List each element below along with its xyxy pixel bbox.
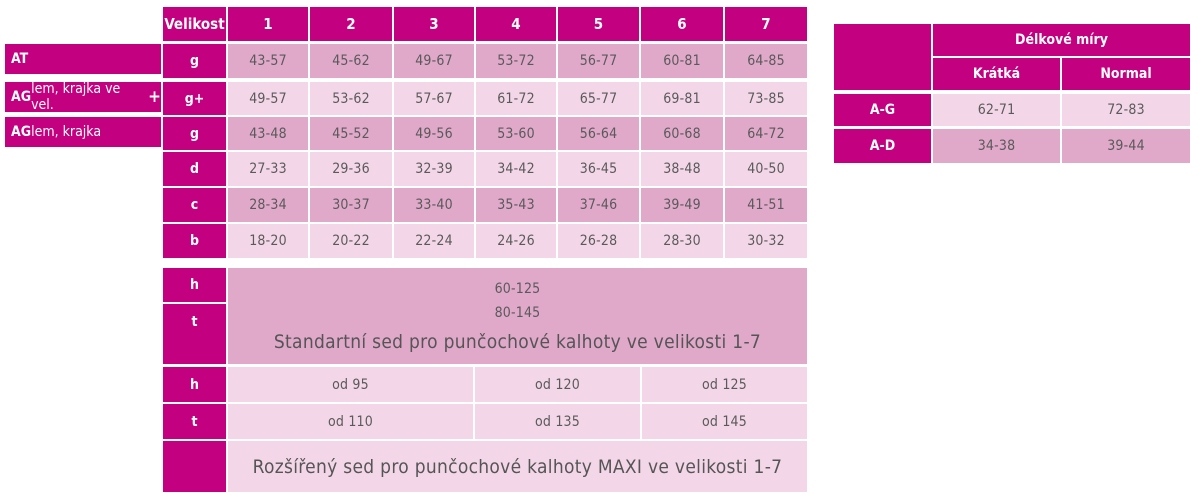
size-cell: 38-48 (641, 152, 723, 186)
maxi-t-value-1: od 110 (228, 404, 473, 439)
length-col-normal: Normal (1062, 58, 1190, 90)
size-cell: 30-37 (310, 188, 392, 222)
side-label-ag2-text: lem, krajka (31, 124, 102, 140)
size-cell: 29-36 (310, 152, 392, 186)
size-cell: 49-56 (394, 117, 474, 150)
side-label-at (5, 44, 161, 74)
size-cell: 22-24 (394, 224, 474, 258)
standard-panel (228, 268, 807, 364)
size-cell: 39-49 (641, 188, 723, 222)
size-cell: 37-46 (558, 188, 639, 222)
standard-code-t: t (163, 304, 226, 364)
length-row-label-ad: A-D (834, 129, 931, 163)
length-ag-kratka: 62-71 (933, 94, 1060, 126)
size-cell: 60-81 (641, 44, 723, 78)
size-cell: 73-85 (725, 82, 807, 115)
side-label-ag2-bold: AG (11, 124, 32, 140)
size-cell: 33-40 (394, 188, 474, 222)
header-size-6: 6 (641, 7, 723, 41)
length-ag-normal: 72-83 (1062, 94, 1190, 126)
size-cell: 49-67 (394, 44, 474, 78)
row-code: d (163, 152, 226, 186)
standard-caption: Standartní sed pro punčochové kalhoty ve velikosti 1-7 (273, 331, 762, 353)
side-label-ag-bold: AG (11, 89, 32, 105)
size-cell: 27-33 (228, 152, 308, 186)
side-label-ag-text: lem, krajka ve vel. (31, 81, 121, 113)
row-code: g (163, 44, 226, 78)
side-label-at-bold: AT (11, 51, 29, 67)
row-code: c (163, 188, 226, 222)
header-size-4: 4 (476, 7, 556, 41)
row-code: g (163, 117, 226, 150)
row-code: b (163, 224, 226, 258)
size-cell: 64-85 (725, 44, 807, 78)
size-cell: 61-72 (476, 82, 556, 115)
maxi-t-value-2: od 135 (475, 404, 640, 439)
length-col-kratka: Krátká (933, 58, 1060, 90)
maxi-caption: Rozšířený sed pro punčochové kalhoty MAXI ve velikosti 1-7 (228, 441, 807, 492)
size-cell: 53-60 (476, 117, 556, 150)
standard-code-h: h (163, 268, 226, 302)
size-cell: 30-32 (725, 224, 807, 258)
size-cell: 64-72 (725, 117, 807, 150)
length-ad-kratka: 34-38 (933, 129, 1060, 163)
row-code: g+ (163, 82, 226, 115)
size-cell: 43-48 (228, 117, 308, 150)
size-cell: 65-77 (558, 82, 639, 115)
size-cell: 57-67 (394, 82, 474, 115)
size-cell: 53-62 (310, 82, 392, 115)
size-cell: 34-42 (476, 152, 556, 186)
size-cell: 45-52 (310, 117, 392, 150)
standard-h-value: 60-125 (494, 281, 541, 297)
size-cell: 53-72 (476, 44, 556, 78)
length-ad-normal: 39-44 (1062, 129, 1190, 163)
standard-t-value: 80-145 (494, 305, 541, 321)
maxi-h-value-3: od 125 (642, 367, 807, 402)
size-cell: 28-34 (228, 188, 308, 222)
size-cell: 32-39 (394, 152, 474, 186)
maxi-code-t: t (163, 404, 226, 439)
size-cell: 36-45 (558, 152, 639, 186)
length-row-label-ag: A-G (834, 94, 931, 126)
size-cell: 69-81 (641, 82, 723, 115)
size-cell: 43-57 (228, 44, 308, 78)
size-cell: 24-26 (476, 224, 556, 258)
side-label-ag (5, 117, 161, 147)
size-cell: 56-77 (558, 44, 639, 78)
size-cell: 20-22 (310, 224, 392, 258)
maxi-caption-label-cell (163, 441, 226, 492)
side-label-ag-size (5, 82, 161, 112)
maxi-h-value-2: od 120 (475, 367, 640, 402)
size-cell: 60-68 (641, 117, 723, 150)
plus-icon: + (148, 87, 161, 107)
header-velikost: Velikost (163, 7, 226, 41)
header-size-5: 5 (558, 7, 639, 41)
size-cell: 56-64 (558, 117, 639, 150)
maxi-t-value-3: od 145 (642, 404, 807, 439)
size-cell: 45-62 (310, 44, 392, 78)
maxi-h-value-1: od 95 (228, 367, 473, 402)
size-cell: 18-20 (228, 224, 308, 258)
length-table-corner (834, 24, 931, 90)
size-cell: 41-51 (725, 188, 807, 222)
maxi-code-h: h (163, 367, 226, 402)
header-size-2: 2 (310, 7, 392, 41)
length-table-title: Délkové míry (933, 24, 1190, 56)
size-cell: 49-57 (228, 82, 308, 115)
header-size-7: 7 (725, 7, 807, 41)
size-cell: 28-30 (641, 224, 723, 258)
size-cell: 26-28 (558, 224, 639, 258)
header-size-3: 3 (394, 7, 474, 41)
size-cell: 40-50 (725, 152, 807, 186)
size-cell: 35-43 (476, 188, 556, 222)
header-size-1: 1 (228, 7, 308, 41)
